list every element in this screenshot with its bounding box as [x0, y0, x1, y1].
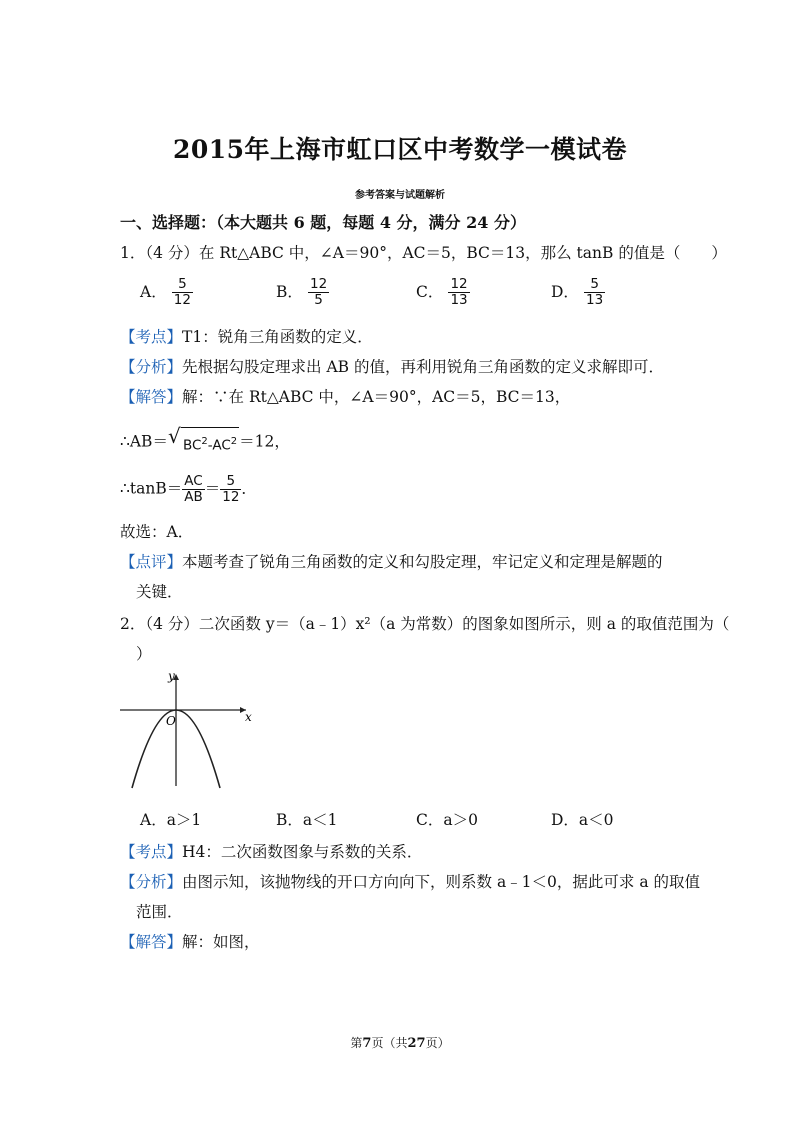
option-fraction [172, 277, 193, 308]
option-fraction [584, 277, 605, 308]
option-fraction [308, 277, 329, 308]
dianping-text: 本题考查了锐角三角函数的定义和勾股定理，牢记定义和定理是解题的 [182, 553, 663, 571]
fraction-denominator: 13 [586, 292, 604, 308]
option-fraction [448, 277, 469, 308]
y-axis-label: y [168, 669, 175, 683]
q2-option-b[interactable]: B．a＜1 [276, 811, 338, 829]
option-label: D． [551, 283, 579, 301]
option-label: B． [276, 283, 303, 301]
q2-option-a[interactable]: A．a＞1 [140, 811, 202, 829]
exponent-a: 2 [201, 436, 208, 447]
q2-option-d[interactable]: D．a＜0 [551, 811, 614, 829]
origin-label: O [166, 714, 176, 728]
step1-right: ＝12， [239, 432, 290, 451]
q1-dianping-continued: 关键． [136, 583, 183, 601]
square-root [167, 424, 239, 458]
fraction-ac-ab [182, 474, 205, 505]
q1-dianping [120, 550, 663, 574]
option-label: A． [140, 283, 167, 301]
q1-answer: 故选：A． [120, 523, 194, 541]
question-2-stem-continued: ） [136, 645, 152, 663]
kaodian-text: H4：二次函数图象与系数的关系． [182, 843, 423, 861]
fraction-numerator: AC [184, 473, 203, 489]
section-heading: 一、选择题：（本大题共 6 题，每题 4 分，满分 24 分） [120, 213, 526, 232]
page-footer [0, 1034, 800, 1051]
page-title: 2015年上海市虹口区中考数学一模试卷 [172, 135, 628, 164]
kaodian-tag: 【考点】 [120, 328, 183, 346]
fraction-numerator: 12 [309, 276, 328, 292]
kaodian-text: T1：锐角三角函数的定义． [182, 328, 373, 346]
q1-option-d[interactable] [551, 277, 605, 308]
footer-mid: 页（共 [371, 1036, 408, 1050]
fraction-denominator: 13 [450, 292, 468, 308]
footer-page-number: 7 [362, 1036, 372, 1051]
fraction-denominator: 12 [173, 292, 191, 308]
fraction-numerator: 5 [178, 276, 187, 292]
q1-option-c[interactable] [416, 277, 470, 308]
q1-step-2 [120, 474, 257, 505]
fraction-numerator: 5 [226, 473, 236, 489]
jieda-text: 解：如图， [182, 933, 260, 951]
dianping-tag: 【点评】 [120, 553, 183, 571]
footer-total-pages: 27 [407, 1036, 426, 1051]
q2-fenxi [120, 870, 700, 894]
q1-option-b[interactable] [276, 277, 329, 308]
step2-equals: ＝ [204, 479, 221, 498]
step2-left: ∴tanB＝ [120, 479, 183, 498]
q2-jieda [120, 930, 260, 954]
fraction-5-12 [220, 474, 241, 505]
q1-jieda [120, 385, 570, 409]
fraction-denominator: 12 [222, 489, 240, 505]
fenxi-tag: 【分析】 [120, 358, 183, 376]
radicand-minus: -AC [207, 437, 231, 454]
parabola-graph [118, 668, 258, 790]
question-2-stem: 2．（4 分）二次函数 y＝（a﹣1）x²（a 为常数）的图象如图所示，则 a 的取值范围为（ [120, 615, 730, 633]
jieda-text: 解：∵在 Rt△ABC 中，∠A＝90°，AC＝5，BC＝13， [182, 388, 571, 406]
jieda-tag: 【解答】 [120, 388, 183, 406]
option-label: C． [416, 283, 444, 301]
fraction-denominator: AB [184, 489, 203, 505]
footer-post: 页） [425, 1036, 450, 1050]
q1-kaodian [120, 325, 373, 349]
fraction-numerator: 5 [590, 276, 599, 292]
footer-pre: 第 [350, 1036, 363, 1050]
kaodian-tag: 【考点】 [120, 843, 183, 861]
q1-fenxi [120, 355, 664, 379]
step2-end: ． [241, 479, 257, 498]
exponent-b: 2 [230, 436, 238, 447]
q1-step-1 [120, 424, 290, 458]
fraction-denominator: 5 [308, 292, 329, 308]
fenxi-text: 由图示知，该抛物线的开口方向向下，则系数 a﹣1＜0，据此可求 a 的取值 [182, 873, 701, 891]
fenxi-tag: 【分析】 [120, 873, 183, 891]
q2-kaodian [120, 840, 422, 864]
q2-fenxi-continued: 范围． [136, 903, 183, 921]
radical-icon: √ [167, 424, 181, 448]
radicand-a: BC [182, 437, 202, 454]
step1-left: ∴AB＝ [120, 432, 168, 451]
page-subtitle: 参考答案与试题解析 [355, 190, 445, 201]
x-axis-label: x [245, 710, 252, 724]
q1-option-a[interactable] [140, 277, 193, 308]
jieda-tag: 【解答】 [120, 933, 183, 951]
fraction-numerator: 12 [450, 276, 468, 292]
question-1-stem: 1．（4 分）在 Rt△ABC 中，∠A＝90°，AC＝5，BC＝13，那么 tanB 的值是（ ） [120, 244, 727, 262]
fenxi-text: 先根据勾股定理求出 AB 的值，再利用锐角三角函数的定义求解即可． [182, 358, 664, 376]
q2-option-c[interactable]: C．a＞0 [416, 811, 478, 829]
